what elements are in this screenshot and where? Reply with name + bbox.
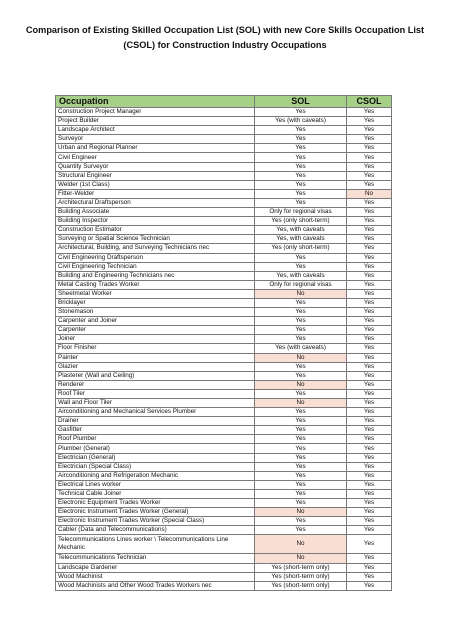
- cell-csol: Yes: [347, 526, 392, 535]
- cell-csol: Yes: [347, 135, 392, 144]
- cell-occupation: Telecommunications Lines worker \ Telecommunications Line Mechanic: [56, 535, 255, 554]
- cell-sol: Yes (only short-term): [255, 244, 347, 253]
- cell-sol: No: [255, 554, 347, 563]
- cell-csol: Yes: [347, 380, 392, 389]
- cell-csol: Yes: [347, 126, 392, 135]
- table-row: [56, 235, 392, 244]
- table-row: [56, 335, 392, 344]
- cell-csol: Yes: [347, 353, 392, 362]
- table-row: [56, 162, 392, 171]
- cell-csol: Yes: [347, 326, 392, 335]
- cell-occupation: Carpenter and Joiner: [56, 317, 255, 326]
- table-row: [56, 417, 392, 426]
- cell-occupation: Painter: [56, 353, 255, 362]
- cell-csol: Yes: [347, 226, 392, 235]
- cell-occupation: Electrician (General): [56, 453, 255, 462]
- cell-occupation: Electronic Instrument Trades Worker (Special Class): [56, 517, 255, 526]
- cell-sol: Yes: [255, 426, 347, 435]
- table-row: [56, 144, 392, 153]
- table-row: [56, 435, 392, 444]
- cell-occupation: Glazier: [56, 362, 255, 371]
- table-row: [56, 198, 392, 207]
- cell-sol: Yes (short-term only): [255, 563, 347, 572]
- table-row: [56, 217, 392, 226]
- title-line-1: Comparison of Existing Skilled Occupation List (SOL) with new Core Skills Occupation List: [25, 25, 425, 35]
- cell-occupation: Construction Estimator: [56, 226, 255, 235]
- cell-csol: No: [347, 189, 392, 198]
- cell-sol: Yes: [255, 326, 347, 335]
- table-row: [56, 499, 392, 508]
- cell-occupation: Renderer: [56, 380, 255, 389]
- cell-occupation: Airconditioning and Mechanical Services Plumber: [56, 408, 255, 417]
- cell-occupation: Civil Engineering Technician: [56, 262, 255, 271]
- cell-csol: Yes: [347, 244, 392, 253]
- table-row: [56, 471, 392, 480]
- table-row: [56, 563, 392, 572]
- cell-sol: Only for regional visas: [255, 280, 347, 289]
- cell-occupation: Wood Machinists and Other Wood Trades Workers nec: [56, 581, 255, 590]
- header-sol: SOL: [255, 96, 347, 108]
- cell-sol: Yes: [255, 308, 347, 317]
- table-row: [56, 371, 392, 380]
- table-row: [56, 489, 392, 498]
- cell-sol: Yes (short-term only): [255, 581, 347, 590]
- cell-sol: No: [255, 353, 347, 362]
- cell-csol: Yes: [347, 489, 392, 498]
- table-row: [56, 572, 392, 581]
- cell-csol: Yes: [347, 217, 392, 226]
- cell-occupation: Electronic Equipment Trades Worker: [56, 499, 255, 508]
- cell-csol: Yes: [347, 563, 392, 572]
- cell-sol: No: [255, 535, 347, 554]
- cell-csol: Yes: [347, 162, 392, 171]
- table-row: [56, 189, 392, 198]
- cell-occupation: Carpenter: [56, 326, 255, 335]
- table-row: [56, 298, 392, 307]
- table-row: [56, 426, 392, 435]
- cell-csol: Yes: [347, 462, 392, 471]
- table-row: [56, 581, 392, 590]
- cell-occupation: Airconditioning and Refrigeration Mechanic: [56, 471, 255, 480]
- cell-csol: Yes: [347, 399, 392, 408]
- table-row: [56, 554, 392, 563]
- table-row: [56, 480, 392, 489]
- cell-occupation: Landscape Architect: [56, 126, 255, 135]
- cell-sol: Yes: [255, 517, 347, 526]
- cell-sol: Yes: [255, 171, 347, 180]
- cell-occupation: Landscape Gardener: [56, 563, 255, 572]
- table-row: [56, 117, 392, 126]
- table-row: [56, 362, 392, 371]
- cell-sol: Yes (with caveats): [255, 344, 347, 353]
- cell-sol: Yes: [255, 262, 347, 271]
- cell-csol: Yes: [347, 298, 392, 307]
- cell-csol: Yes: [347, 235, 392, 244]
- document-title: [18, 23, 432, 53]
- cell-sol: Yes: [255, 189, 347, 198]
- cell-csol: Yes: [347, 444, 392, 453]
- cell-sol: Only for regional visas: [255, 208, 347, 217]
- cell-sol: Yes: [255, 144, 347, 153]
- cell-occupation: Welder (1st Class): [56, 180, 255, 189]
- cell-occupation: Stonemason: [56, 308, 255, 317]
- cell-csol: Yes: [347, 335, 392, 344]
- cell-sol: No: [255, 289, 347, 298]
- cell-occupation: Bricklayer: [56, 298, 255, 307]
- cell-occupation: Electrician (Special Class): [56, 462, 255, 471]
- cell-occupation: Plasterer (Wall and Ceiling): [56, 371, 255, 380]
- cell-sol: Yes (with caveats): [255, 117, 347, 126]
- table-row: [56, 180, 392, 189]
- cell-sol: Yes: [255, 526, 347, 535]
- cell-csol: Yes: [347, 508, 392, 517]
- cell-csol: Yes: [347, 453, 392, 462]
- cell-sol: Yes: [255, 362, 347, 371]
- cell-sol: Yes (only short-term): [255, 217, 347, 226]
- cell-occupation: Quantity Surveyor: [56, 162, 255, 171]
- cell-occupation: Technical Cable Joiner: [56, 489, 255, 498]
- cell-occupation: Wood Machinist: [56, 572, 255, 581]
- cell-sol: Yes: [255, 471, 347, 480]
- cell-sol: Yes, with caveats: [255, 235, 347, 244]
- cell-occupation: Project Builder: [56, 117, 255, 126]
- cell-sol: Yes: [255, 126, 347, 135]
- cell-sol: Yes: [255, 462, 347, 471]
- cell-occupation: Gasfitter: [56, 426, 255, 435]
- cell-occupation: Building Inspector: [56, 217, 255, 226]
- cell-csol: Yes: [347, 344, 392, 353]
- cell-csol: Yes: [347, 253, 392, 262]
- cell-occupation: Civil Engineer: [56, 153, 255, 162]
- cell-csol: Yes: [347, 362, 392, 371]
- cell-sol: Yes: [255, 198, 347, 207]
- cell-occupation: Roof Tiler: [56, 389, 255, 398]
- cell-sol: Yes, with caveats: [255, 271, 347, 280]
- cell-sol: Yes: [255, 453, 347, 462]
- cell-occupation: Building and Engineering Technicians nec: [56, 271, 255, 280]
- cell-occupation: Floor Finisher: [56, 344, 255, 353]
- cell-sol: No: [255, 380, 347, 389]
- cell-csol: Yes: [347, 208, 392, 217]
- cell-sol: Yes: [255, 408, 347, 417]
- cell-csol: Yes: [347, 581, 392, 590]
- table-row: [56, 462, 392, 471]
- cell-occupation: Surveyor: [56, 135, 255, 144]
- table-row: [56, 289, 392, 298]
- table-row: [56, 526, 392, 535]
- table-row: [56, 344, 392, 353]
- cell-occupation: Plumber (General): [56, 444, 255, 453]
- cell-occupation: Wall and Floor Tiler: [56, 399, 255, 408]
- table-row: [56, 135, 392, 144]
- cell-occupation: Fitter-Welder: [56, 189, 255, 198]
- cell-occupation: Architectural Draftsperson: [56, 198, 255, 207]
- table-row: [56, 517, 392, 526]
- cell-sol: Yes: [255, 371, 347, 380]
- cell-sol: Yes, with caveats: [255, 226, 347, 235]
- table-row: [56, 389, 392, 398]
- cell-csol: Yes: [347, 117, 392, 126]
- cell-occupation: Electrical Lines worker: [56, 480, 255, 489]
- header-row: [56, 96, 392, 108]
- cell-occupation: Drainer: [56, 417, 255, 426]
- table-row: [56, 508, 392, 517]
- cell-csol: Yes: [347, 371, 392, 380]
- table-row: [56, 126, 392, 135]
- cell-csol: Yes: [347, 153, 392, 162]
- cell-occupation: Structural Engineer: [56, 171, 255, 180]
- cell-csol: Yes: [347, 198, 392, 207]
- cell-csol: Yes: [347, 572, 392, 581]
- cell-sol: No: [255, 399, 347, 408]
- table-row: [56, 380, 392, 389]
- cell-occupation: Surveying or Spatial Science Technician: [56, 235, 255, 244]
- cell-csol: Yes: [347, 554, 392, 563]
- cell-occupation: Architectural, Building, and Surveying Technicians nec: [56, 244, 255, 253]
- cell-csol: Yes: [347, 171, 392, 180]
- cell-csol: Yes: [347, 499, 392, 508]
- table-row: [56, 326, 392, 335]
- cell-occupation: Sheetmetal Worker: [56, 289, 255, 298]
- cell-csol: Yes: [347, 435, 392, 444]
- cell-sol: No: [255, 508, 347, 517]
- cell-sol: Yes: [255, 298, 347, 307]
- cell-sol: Yes: [255, 435, 347, 444]
- cell-sol: Yes: [255, 253, 347, 262]
- cell-sol: Yes: [255, 489, 347, 498]
- table-row: [56, 208, 392, 217]
- cell-csol: Yes: [347, 262, 392, 271]
- cell-sol: Yes: [255, 389, 347, 398]
- cell-csol: Yes: [347, 417, 392, 426]
- cell-csol: Yes: [347, 308, 392, 317]
- cell-occupation: Cabler (Data and Telecommunications): [56, 526, 255, 535]
- table-row: [56, 244, 392, 253]
- table-row: [56, 108, 392, 117]
- title-line-2: (CSOL) for Construction Industry Occupations: [123, 40, 327, 50]
- cell-occupation: Electronic Instrument Trades Worker (General): [56, 508, 255, 517]
- header-csol: CSOL: [347, 96, 392, 108]
- cell-sol: Yes: [255, 335, 347, 344]
- table-row: [56, 399, 392, 408]
- table-row: [56, 226, 392, 235]
- table-row: [56, 444, 392, 453]
- table-row: [56, 353, 392, 362]
- cell-occupation: Telecommunications Technician: [56, 554, 255, 563]
- cell-csol: Yes: [347, 426, 392, 435]
- table-row: [56, 535, 392, 554]
- cell-csol: Yes: [347, 144, 392, 153]
- table-row: [56, 262, 392, 271]
- cell-occupation: Urban and Regional Planner: [56, 144, 255, 153]
- cell-sol: Yes: [255, 180, 347, 189]
- cell-occupation: Roof Plumber: [56, 435, 255, 444]
- table-body: [56, 108, 392, 591]
- cell-sol: Yes: [255, 499, 347, 508]
- occupation-comparison-table: [55, 95, 392, 591]
- cell-csol: Yes: [347, 389, 392, 398]
- cell-sol: Yes: [255, 108, 347, 117]
- cell-csol: Yes: [347, 517, 392, 526]
- table-row: [56, 253, 392, 262]
- table-row: [56, 408, 392, 417]
- cell-csol: Yes: [347, 271, 392, 280]
- cell-csol: Yes: [347, 480, 392, 489]
- cell-occupation: Civil Engineering Draftsperson: [56, 253, 255, 262]
- table-row: [56, 317, 392, 326]
- table-row: [56, 171, 392, 180]
- cell-csol: Yes: [347, 408, 392, 417]
- table-row: [56, 153, 392, 162]
- cell-csol: Yes: [347, 317, 392, 326]
- cell-csol: Yes: [347, 535, 392, 554]
- cell-csol: Yes: [347, 108, 392, 117]
- cell-sol: Yes: [255, 444, 347, 453]
- cell-occupation: Joiner: [56, 335, 255, 344]
- cell-sol: Yes: [255, 162, 347, 171]
- table-row: [56, 271, 392, 280]
- cell-sol: Yes: [255, 480, 347, 489]
- cell-occupation: Construction Project Manager: [56, 108, 255, 117]
- cell-csol: Yes: [347, 180, 392, 189]
- table-row: [56, 280, 392, 289]
- table-header: [56, 96, 392, 108]
- cell-sol: Yes: [255, 417, 347, 426]
- table-row: [56, 308, 392, 317]
- cell-occupation: Building Associate: [56, 208, 255, 217]
- table-row: [56, 453, 392, 462]
- cell-occupation: Metal Casting Trades Worker: [56, 280, 255, 289]
- header-occupation: Occupation: [56, 96, 255, 108]
- cell-sol: Yes: [255, 317, 347, 326]
- cell-csol: Yes: [347, 471, 392, 480]
- cell-csol: Yes: [347, 289, 392, 298]
- cell-sol: Yes (short-term only): [255, 572, 347, 581]
- cell-csol: Yes: [347, 280, 392, 289]
- cell-sol: Yes: [255, 135, 347, 144]
- cell-sol: Yes: [255, 153, 347, 162]
